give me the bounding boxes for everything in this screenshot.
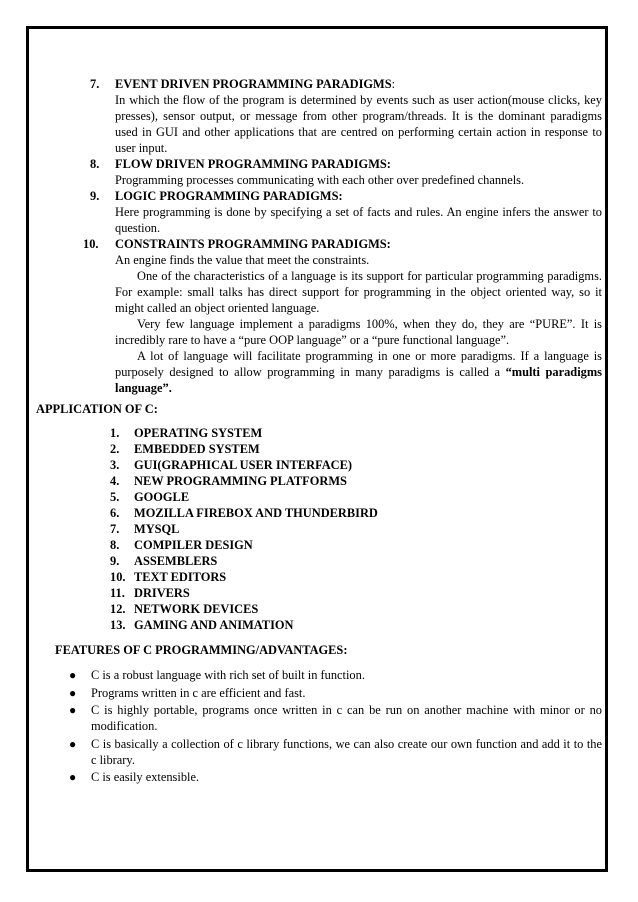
list-item: 11. DRIVERS [110,586,190,600]
paradigm-number: 9. [90,189,100,203]
paradigm-description [115,252,602,396]
list-item: 8. COMPILER DESIGN [110,538,253,552]
bullet-icon: ● [69,770,77,784]
list-item: 3. GUI(GRAPHICAL USER INTERFACE) [110,458,353,472]
list-item: 4. NEW PROGRAMMING PLATFORMS [110,474,347,488]
paradigm-description [115,92,602,156]
bullet-icon: ● [69,703,77,717]
paragraph: An engine finds the value that meet the constraints. [115,253,370,267]
application-list [110,425,378,633]
paradigm-description [115,172,602,188]
paradigm-number: 8. [90,157,100,171]
bullet-icon: ● [69,668,77,682]
list-item: 7. MYSQL [110,522,180,536]
list-item: ● C is basically a collection of c library functions, we can also create our own function and add it to the c library. [69,736,602,767]
paradigm-heading: LOGIC PROGRAMMING PARADIGMS: [115,189,343,203]
emphasis-text: “multi paradigms language”. [115,365,602,395]
list-item: 9. ASSEMBLERS [110,554,218,568]
paragraph: Here programming is done by specifying a set of facts and rules. An engine infers the answer to question. [115,205,602,235]
paradigm-heading: FLOW DRIVEN PROGRAMMING PARADIGMS: [115,157,391,171]
list-item: 5. GOOGLE [110,490,190,504]
list-item: 2. EMBEDDED SYSTEM [110,442,260,456]
paragraph: Programming processes communicating with each other over predefined channels. [115,173,525,187]
list-item: 13. GAMING AND ANIMATION [110,618,294,632]
paradigm-heading: EVENT DRIVEN PROGRAMMING PARADIGMS: [115,77,396,91]
paragraph: A lot of language will facilitate programming in one or more paradigms. If a language is purposely designed to allow programming in many paradigms is called a “multi paradigms language”. [115,349,602,395]
paradigm-number: 7. [90,77,100,91]
list-item: ● Programs written in c are efficient and fast. [69,685,306,700]
list-item: ● C is a robust language with rich set of built in function. [69,668,365,682]
list-item: 1. OPERATING SYSTEM [110,426,263,440]
paradigm-number: 10. [83,237,99,251]
features-list [66,667,602,787]
list-item: 6. MOZILLA FIREBOX AND THUNDERBIRD [110,506,378,520]
list-item: ● C is easily extensible. [69,770,200,784]
features-heading: FEATURES OF C PROGRAMMING/ADVANTAGES: [55,643,348,657]
paragraph: One of the characteristics of a language is its support for particular programming paradigms. For example: small talks has direct support for programming in the object oriented way, so it might called an object oriented language. [115,269,602,315]
paradigm-heading: CONSTRAINTS PROGRAMMING PARADIGMS: [115,237,391,251]
list-item: 10. TEXT EDITORS [110,570,227,584]
list-item: 12. NETWORK DEVICES [110,602,259,616]
bullet-icon: ● [69,685,77,700]
bullet-icon: ● [69,736,77,751]
paragraph: In which the flow of the program is determined by events such as user action(mouse clicks, key presses), sensor output, or message from other program/threads. It is the dominant paradigms used in GUI and other applications that are centred on performing certain action in response to user input. [115,93,602,155]
list-item: ● C is highly portable, programs once written in c can be run on another machine with minor or no modification. [69,703,602,733]
paradigm-description [115,204,602,236]
application-heading: APPLICATION OF C: [36,402,158,416]
paragraph: Very few language implement a paradigms 100%, when they do, they are “PURE”. It is incredibly rare to have a “pure OOP language” or a “pure functional language”. [115,317,602,347]
